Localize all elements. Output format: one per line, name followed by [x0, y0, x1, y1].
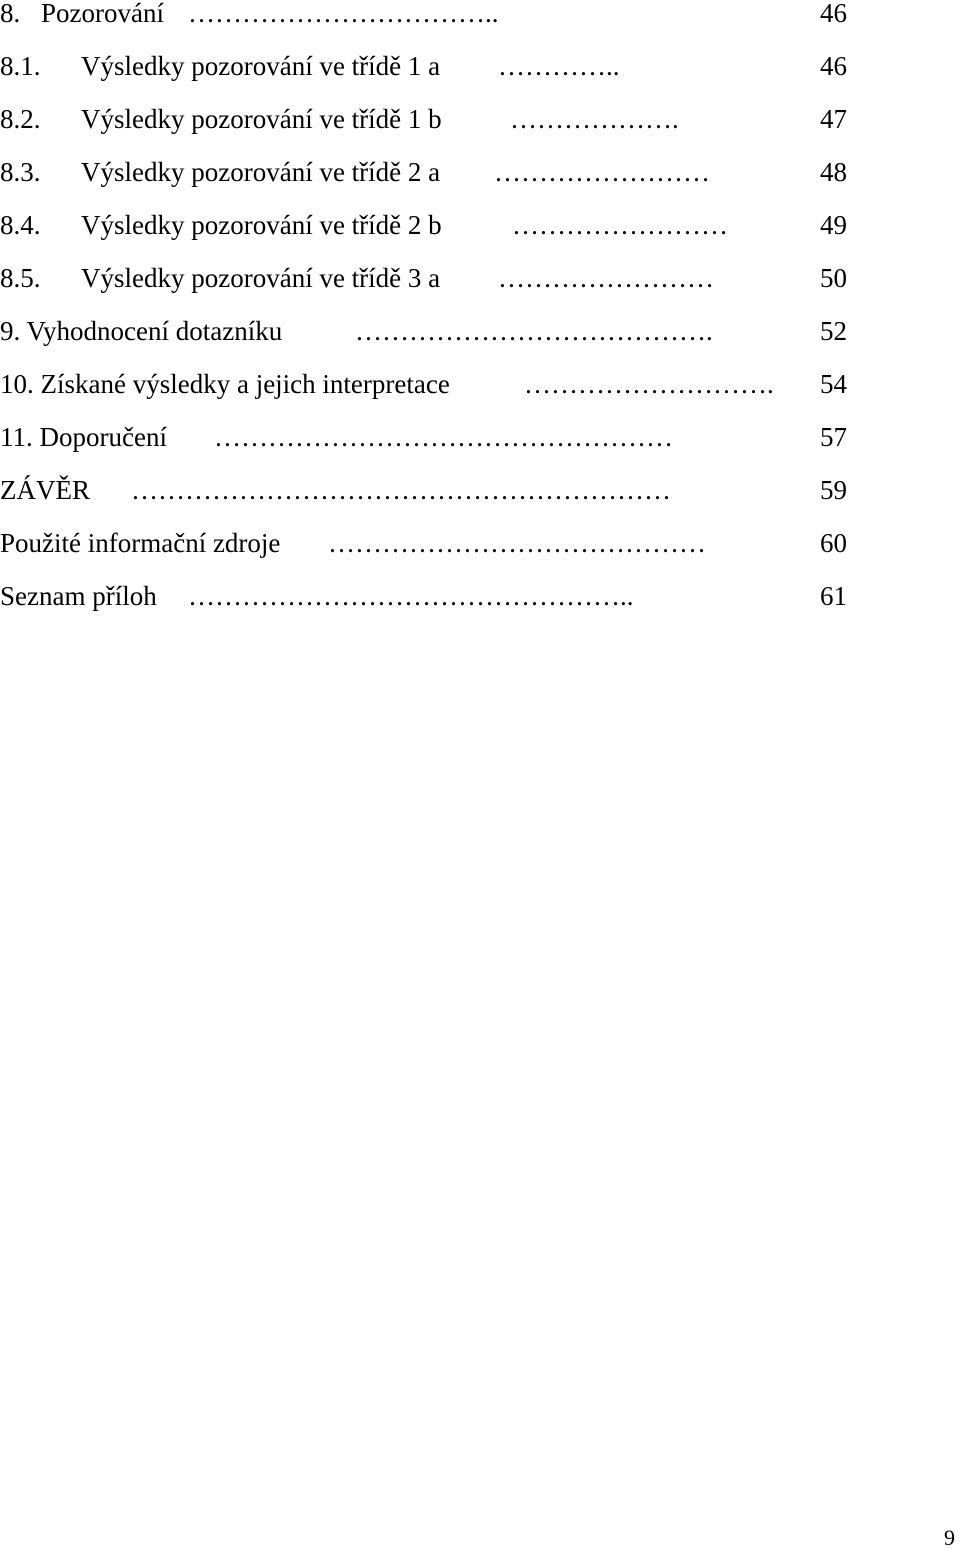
toc-leader-dots: …………..: [498, 51, 620, 81]
toc-leader-dots: ……………………………………………………: [131, 475, 671, 505]
toc-entry-title: 9. Vyhodnocení dotazníku: [0, 316, 283, 346]
toc-entry-title: Pozorování: [41, 0, 164, 28]
toc-leader-dots: …………………………………………..: [188, 581, 634, 611]
toc-leader-dots: ……………………: [494, 157, 710, 187]
toc-entry-title: Výsledky pozorování ve třídě 1 b: [81, 104, 442, 134]
toc-entry-number: 8.: [0, 0, 21, 28]
toc-entry-title: Použité informační zdroje: [0, 528, 281, 558]
toc-entry-page: 54: [820, 369, 847, 399]
toc-leader-dots: ……………………….: [524, 369, 774, 399]
toc-leader-dots: ……………………: [498, 263, 714, 293]
toc-entry-number: 8.4.: [0, 210, 41, 240]
toc-entry-title: 10. Získané výsledky a jejich interpretace: [0, 369, 450, 399]
toc-entry-page: 49: [820, 210, 847, 240]
toc-leader-dots: ……………………………………: [328, 528, 706, 558]
toc-entry-title: 11. Doporučení: [0, 422, 167, 452]
toc-entry-title: Výsledky pozorování ve třídě 2 a: [81, 157, 441, 187]
toc-entry-page: 47: [820, 104, 847, 134]
toc-entry-title: Výsledky pozorování ve třídě 1 a: [81, 51, 441, 81]
toc-entry-page: 52: [820, 316, 847, 346]
page-number: 9: [944, 1525, 955, 1550]
toc-entry-number: 8.3.: [0, 157, 41, 187]
toc-entry-page: 50: [820, 263, 847, 293]
toc-leader-dots: ………………………………….: [355, 316, 713, 346]
toc-entry-number: 8.1.: [0, 51, 41, 81]
toc-entry-number: 8.5.: [0, 263, 41, 293]
toc-entry-title: Výsledky pozorování ve třídě 3 a: [81, 263, 441, 293]
toc-entry-title: ZÁVĚR: [0, 475, 90, 505]
toc-entry-page: 48: [820, 157, 847, 187]
toc-entry-page: 60: [820, 528, 847, 558]
toc-leader-dots: ……………………………………………: [214, 422, 673, 452]
toc-leader-dots: ……………….: [510, 104, 679, 134]
toc-entry-page: 57: [820, 422, 847, 452]
toc-entry-page: 46: [820, 0, 847, 28]
toc-entry-title: Seznam příloh: [0, 581, 157, 611]
toc-entry-page: 59: [820, 475, 847, 505]
toc-entry-page: 61: [820, 581, 847, 611]
toc-entry-title: Výsledky pozorování ve třídě 2 b: [81, 210, 442, 240]
toc-entry-number: 8.2.: [0, 104, 41, 134]
toc-leader-dots: ……………………………..: [188, 0, 499, 28]
toc-entry-page: 46: [820, 51, 847, 81]
toc-leader-dots: ……………………: [512, 210, 728, 240]
